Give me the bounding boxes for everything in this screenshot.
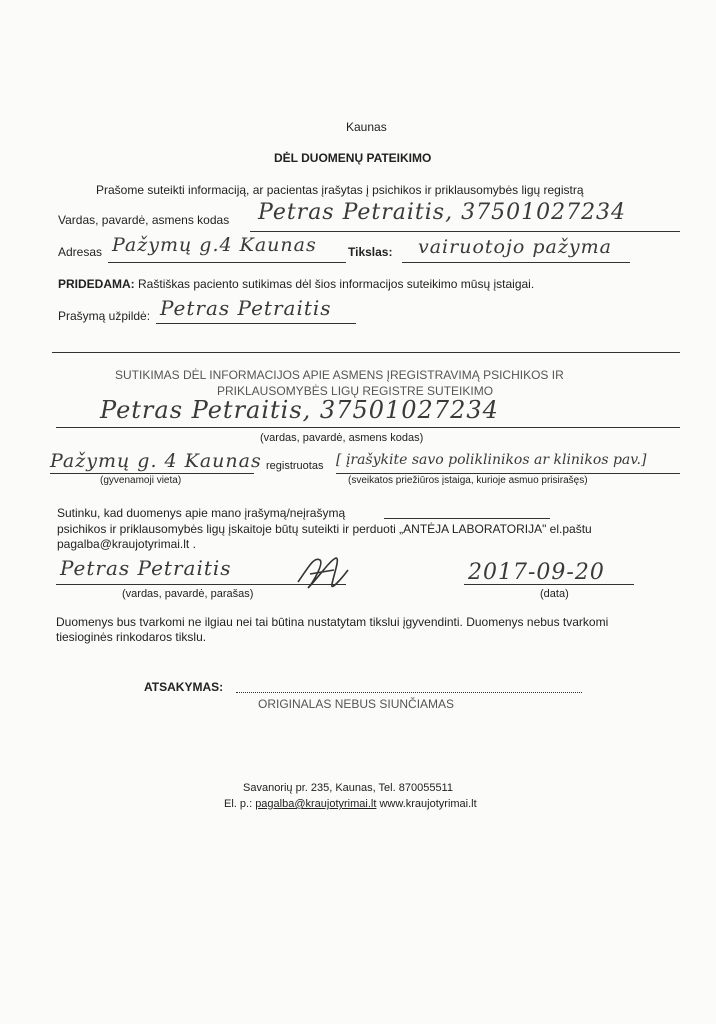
attached-label: PRIDEDAMA: xyxy=(58,277,135,291)
footer-contacts xyxy=(224,798,477,810)
consent-text-line2: psichikos ir priklausomybės ligų įskaitoje būtų suteikti ir perduoti „ANTĖJA LABORATORIJA" el.paštu xyxy=(57,522,592,536)
consent-title-line2: PRIKLAUSOMYBĖS LIGŲ REGISTRE SUTEIKIMO xyxy=(217,384,494,398)
date-value[interactable]: 2017-09-20 xyxy=(468,560,605,585)
name-value[interactable]: Petras Petraitis, 37501027234 xyxy=(258,200,627,225)
purpose-underline xyxy=(402,262,630,263)
registered-underline xyxy=(336,473,680,474)
date-underline xyxy=(464,584,634,585)
attached-text: Raštiškas paciento sutikimas dėl šios informacijos suteikimo mūsų įstaigai. xyxy=(138,277,535,291)
consent-title-line1: SUTIKIMAS DĖL INFORMACIJOS APIE ASMENS ĮREGISTRAVIMĄ PSICHIKOS IR xyxy=(115,368,564,382)
filled-by-underline xyxy=(156,323,356,324)
footer-address: Savanorių pr. 235, Kaunas, Tel. 870055511 xyxy=(243,782,453,794)
signer-value[interactable]: Petras Petraitis xyxy=(60,556,232,580)
filled-by-label: Prašymą užpildė: xyxy=(58,309,151,323)
signer-caption: (vardas, pavardė, parašas) xyxy=(122,588,254,600)
registered-value[interactable]: [ įrašykite savo poliklinikos ar klinikos pav.] xyxy=(336,452,647,468)
intro-text: Prašome suteikti informaciją, ar pacientas įrašytas į psichikos ir priklausomybės ligų registrą xyxy=(96,183,584,197)
retention-line2: tiesioginės rinkodaros tikslu. xyxy=(56,630,207,644)
footer-email-label: El. p.: xyxy=(224,798,253,810)
form-title: DĖL DUOMENŲ PATEIKIMO xyxy=(274,151,432,165)
consent-choice-underline xyxy=(384,518,550,519)
signature-icon xyxy=(290,548,354,596)
date-caption: (data) xyxy=(540,588,569,600)
purpose-label: Tikslas: xyxy=(348,245,393,259)
answer-dotted-line[interactable] xyxy=(236,692,582,693)
attached-row xyxy=(58,277,534,291)
answer-note: ORIGINALAS NEBUS SIUNČIAMAS xyxy=(258,697,455,711)
residence-value[interactable]: Pažymų g. 4 Kaunas xyxy=(50,450,262,472)
name-underline xyxy=(250,231,680,232)
registered-label: registruotas xyxy=(266,460,324,472)
consent-text-line1: Sutinku, kad duomenys apie mano įrašymą/neįrašymą xyxy=(57,506,346,520)
retention-line1: Duomenys bus tvarkomi ne ilgiau nei tai būtina nustatytam tikslui įgyvendinti. Duomenys nebus tvarkomi xyxy=(56,615,609,629)
address-label: Adresas xyxy=(58,245,103,259)
address-value[interactable]: Pažymų g.4 Kaunas xyxy=(112,234,317,256)
filled-by-value[interactable]: Petras Petraitis xyxy=(160,296,332,320)
signer-underline xyxy=(56,584,346,585)
name-label: Vardas, pavardė, asmens kodas xyxy=(58,213,230,227)
section-separator xyxy=(52,352,680,353)
consent-person-value[interactable]: Petras Petraitis, 37501027234 xyxy=(100,396,499,424)
consent-text-line3: pagalba@kraujotyrimai.lt . xyxy=(57,537,196,551)
address-underline xyxy=(108,262,346,263)
answer-label: ATSAKYMAS: xyxy=(144,680,224,694)
footer-email-link[interactable]: pagalba@kraujotyrimai.lt xyxy=(255,798,377,810)
purpose-value[interactable]: vairuotojo pažyma xyxy=(418,236,612,258)
residence-underline xyxy=(50,473,254,474)
city-heading: Kaunas xyxy=(346,120,387,134)
footer-website-link[interactable]: www.kraujotyrimai.lt xyxy=(379,798,477,810)
registered-caption: (sveikatos priežiūros įstaiga, kurioje asmuo prisirašęs) xyxy=(348,475,588,486)
consent-person-underline xyxy=(56,427,680,428)
consent-person-caption: (vardas, pavardė, asmens kodas) xyxy=(260,432,424,444)
residence-caption: (gyvenamoji vieta) xyxy=(100,475,182,486)
